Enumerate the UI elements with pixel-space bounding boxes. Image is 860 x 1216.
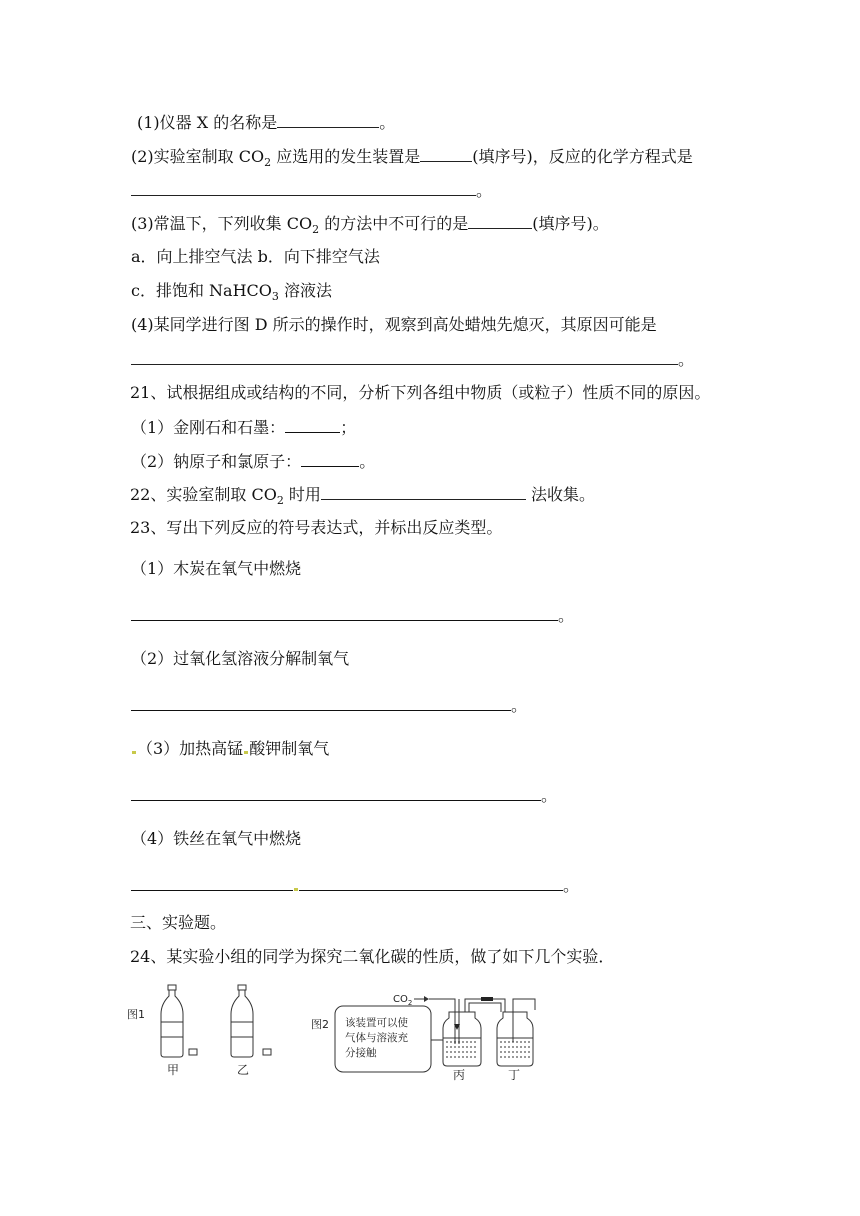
answer-blank[interactable] [131,875,293,891]
q20-option-c: c．排饱和 NaHCO$_3$ 溶液法 [131,281,332,304]
bottle-label-bing: 丙 [453,1068,466,1082]
q23-part4-answer-line: 。 [131,875,579,896]
q23-part2: （2）过氧化氢溶液分解制氧气 [131,649,350,668]
edit-mark [132,751,136,754]
q23-part4: （4）铁丝在氧气中燃烧 [131,829,302,848]
q23-part1: （1）木炭在氧气中燃烧 [131,559,302,578]
answer-blank[interactable] [321,484,526,500]
answer-blank[interactable] [420,146,472,162]
q23-part1-answer-line: 。 [131,605,574,626]
note-line-2: 气体与溶液充 [345,1032,408,1044]
q20-options-ab: a．向上排空气法 b．向下排空气法 [131,247,380,266]
q20-part4-answer-line: 。 [131,349,694,370]
q23-part3-answer-line: 。 [131,785,557,806]
answer-blank[interactable] [131,349,678,365]
edit-mark [244,751,248,754]
washing-bottle-bing [443,1012,481,1066]
fig2-label: 图2 [311,1018,329,1031]
q20-part1: (1)仪器 X 的名称是 。 [137,113,396,132]
bottle-cap-yi [263,1049,271,1055]
edit-mark [294,888,298,891]
q23-part3: （3）加热高锰 酸钾制氧气 [131,739,329,759]
co2-label: $CO_2$ [393,994,413,1007]
q24-stem: 24、某实验小组的同学为探究二氧化碳的性质，做了如下几个实验． [130,947,615,966]
arrow-head-icon [424,996,429,1002]
note-line-3: 分接触 [345,1047,377,1059]
q23-part2-answer-line: 。 [131,695,527,716]
q20-part4: (4)某同学进行图 D 所示的操作时，观察到高处蜡烛先熄灭，其原因可能是 [131,315,657,334]
answer-blank[interactable] [277,112,379,128]
q23-stem: 23、写出下列反应的符号表达式，并标出反应类型。 [130,518,503,537]
q20-part2-equation-line: 。 [131,180,492,201]
answer-blank[interactable] [131,695,511,711]
q20-part2: (2)实验室制取 $CO_2$ 应选用的发生装置是 (填序号)，反应的化学方程式是 [131,147,693,170]
bottle-label-ding: 丁 [508,1068,521,1082]
rubber-connector [481,997,493,1001]
bottle-cap-jia [189,1049,197,1055]
q22: 22、实验室制取 $CO_2$ 时用 法收集。 [130,485,595,508]
q24-figure [125,982,545,1082]
section-heading: 三、实验题。 [130,913,227,932]
fig1-label: 图1 [127,1008,145,1021]
washing-bottle-ding [497,1012,533,1066]
bottle-label-yi: 乙 [237,1063,250,1077]
bottle-label-jia: 甲 [167,1063,180,1077]
answer-blank[interactable] [131,785,541,801]
answer-blank[interactable] [285,417,340,433]
q21-part2: （2）钠原子和氯原子： 。 [131,452,376,471]
note-line-1: 该装置可以使 [345,1017,408,1029]
bottle-yi [231,985,253,1057]
answer-blank[interactable] [299,875,563,891]
q20-part3: (3)常温下，下列收集 $CO_2$ 的方法中不可行的是 (填序号)。 [131,214,609,237]
q21-part1: （1）金刚石和石墨： ； [131,418,357,437]
bottle-jia [161,985,183,1057]
answer-blank[interactable] [468,213,532,229]
answer-blank[interactable] [131,605,558,621]
q21-stem: 21、试根据组成或结构的不同，分析下列各组中物质（或粒子）性质不同的原因。 [130,383,711,402]
answer-blank[interactable] [301,451,359,467]
answer-blank[interactable] [131,180,476,196]
